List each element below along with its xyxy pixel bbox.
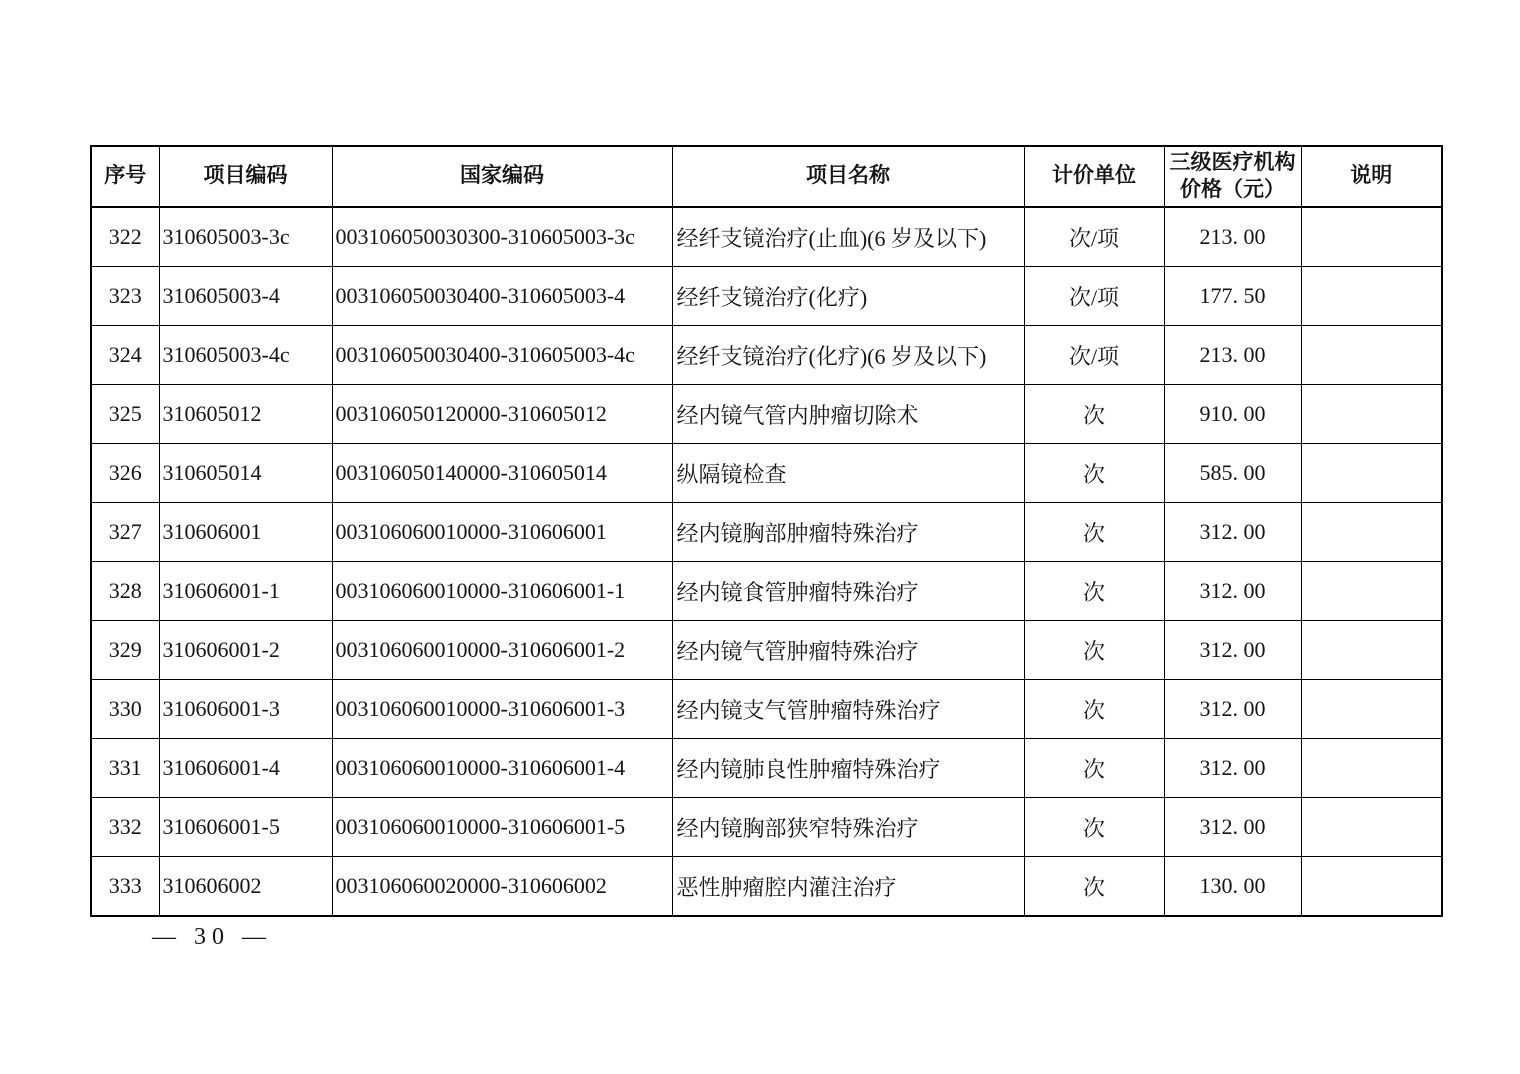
cell-national-code: 003106060010000-310606001-1 (332, 562, 672, 621)
cell-pricing-unit: 次 (1024, 798, 1164, 857)
cell-national-code: 003106050030400-310605003-4c (332, 326, 672, 385)
table-row (91, 857, 1442, 917)
cell-price: 312. 00 (1164, 680, 1301, 739)
cell-item-code: 310606002 (159, 857, 332, 917)
table-row (91, 207, 1442, 267)
cell-note (1301, 798, 1442, 857)
cell-seq: 329 (91, 621, 159, 680)
cell-item-name: 经内镜气管内肿瘤切除术 (672, 385, 1024, 444)
cell-seq: 325 (91, 385, 159, 444)
cell-item-code: 310606001-4 (159, 739, 332, 798)
cell-pricing-unit: 次 (1024, 680, 1164, 739)
cell-pricing-unit: 次 (1024, 562, 1164, 621)
cell-item-name: 经内镜胸部肿瘤特殊治疗 (672, 503, 1024, 562)
cell-price: 130. 00 (1164, 857, 1301, 917)
cell-item-name: 经内镜食管肿瘤特殊治疗 (672, 562, 1024, 621)
cell-item-name: 经内镜支气管肿瘤特殊治疗 (672, 680, 1024, 739)
cell-pricing-unit: 次 (1024, 739, 1164, 798)
cell-pricing-unit: 次/项 (1024, 326, 1164, 385)
cell-item-code: 310605012 (159, 385, 332, 444)
cell-note (1301, 444, 1442, 503)
table-row (91, 798, 1442, 857)
cell-item-name: 经内镜气管肿瘤特殊治疗 (672, 621, 1024, 680)
cell-item-code: 310606001-3 (159, 680, 332, 739)
cell-item-code: 310606001-5 (159, 798, 332, 857)
cell-item-code: 310606001-1 (159, 562, 332, 621)
cell-item-name: 纵隔镜检查 (672, 444, 1024, 503)
medical-price-table (90, 145, 1443, 917)
col-header-note: 说明 (1301, 146, 1442, 207)
cell-note (1301, 267, 1442, 326)
table-row (91, 503, 1442, 562)
col-header-pricing-unit: 计价单位 (1024, 146, 1164, 207)
cell-national-code: 003106050140000-310605014 (332, 444, 672, 503)
cell-pricing-unit: 次/项 (1024, 207, 1164, 267)
cell-note (1301, 562, 1442, 621)
table-header-row (91, 146, 1442, 207)
cell-seq: 333 (91, 857, 159, 917)
cell-pricing-unit: 次 (1024, 621, 1164, 680)
table-row (91, 680, 1442, 739)
cell-item-name: 经纤支镜治疗(化疗) (672, 267, 1024, 326)
cell-pricing-unit: 次 (1024, 385, 1164, 444)
cell-price: 312. 00 (1164, 739, 1301, 798)
cell-price: 177. 50 (1164, 267, 1301, 326)
cell-national-code: 003106060010000-310606001-2 (332, 621, 672, 680)
col-header-tier3-price (1164, 146, 1301, 207)
table-row (91, 739, 1442, 798)
cell-national-code: 003106060010000-310606001-4 (332, 739, 672, 798)
table-row (91, 562, 1442, 621)
cell-item-code: 310605003-4 (159, 267, 332, 326)
cell-pricing-unit: 次/项 (1024, 267, 1164, 326)
cell-note (1301, 680, 1442, 739)
cell-national-code: 003106060010000-310606001 (332, 503, 672, 562)
cell-price: 585. 00 (1164, 444, 1301, 503)
cell-note (1301, 739, 1442, 798)
cell-price: 312. 00 (1164, 503, 1301, 562)
col-header-tier3-price-line2: 价格（元） (1180, 177, 1285, 201)
cell-note (1301, 857, 1442, 917)
col-header-national-code: 国家编码 (332, 146, 672, 207)
table-row (91, 444, 1442, 503)
cell-seq: 330 (91, 680, 159, 739)
page-number: — 30 — (152, 924, 272, 950)
col-header-item-code: 项目编码 (159, 146, 332, 207)
cell-pricing-unit: 次 (1024, 857, 1164, 917)
cell-seq: 322 (91, 207, 159, 267)
cell-item-name: 恶性肿瘤腔内灌注治疗 (672, 857, 1024, 917)
col-header-item-name: 项目名称 (672, 146, 1024, 207)
cell-item-name: 经纤支镜治疗(化疗)(6 岁及以下) (672, 326, 1024, 385)
table-row (91, 621, 1442, 680)
cell-seq: 332 (91, 798, 159, 857)
cell-price: 910. 00 (1164, 385, 1301, 444)
cell-national-code: 003106050030400-310605003-4 (332, 267, 672, 326)
col-header-seq: 序号 (91, 146, 159, 207)
table-row (91, 385, 1442, 444)
table-row (91, 267, 1442, 326)
cell-seq: 323 (91, 267, 159, 326)
cell-seq: 326 (91, 444, 159, 503)
cell-item-code: 310605003-4c (159, 326, 332, 385)
cell-item-code: 310606001 (159, 503, 332, 562)
table-row (91, 326, 1442, 385)
cell-national-code: 003106060010000-310606001-5 (332, 798, 672, 857)
cell-seq: 331 (91, 739, 159, 798)
cell-item-code: 310605014 (159, 444, 332, 503)
cell-item-name: 经纤支镜治疗(止血)(6 岁及以下) (672, 207, 1024, 267)
cell-pricing-unit: 次 (1024, 444, 1164, 503)
cell-national-code: 003106060020000-310606002 (332, 857, 672, 917)
cell-item-code: 310606001-2 (159, 621, 332, 680)
cell-seq: 328 (91, 562, 159, 621)
cell-pricing-unit: 次 (1024, 503, 1164, 562)
cell-national-code: 003106060010000-310606001-3 (332, 680, 672, 739)
cell-price: 312. 00 (1164, 621, 1301, 680)
cell-item-code: 310605003-3c (159, 207, 332, 267)
col-header-tier3-price-line1: 三级医疗机构 (1169, 151, 1296, 175)
cell-national-code: 003106050120000-310605012 (332, 385, 672, 444)
cell-item-name: 经内镜胸部狭窄特殊治疗 (672, 798, 1024, 857)
cell-seq: 324 (91, 326, 159, 385)
cell-price: 312. 00 (1164, 562, 1301, 621)
cell-note (1301, 385, 1442, 444)
cell-note (1301, 207, 1442, 267)
cell-price: 213. 00 (1164, 207, 1301, 267)
cell-price: 312. 00 (1164, 798, 1301, 857)
cell-note (1301, 503, 1442, 562)
cell-seq: 327 (91, 503, 159, 562)
cell-note (1301, 621, 1442, 680)
cell-note (1301, 326, 1442, 385)
cell-price: 213. 00 (1164, 326, 1301, 385)
cell-national-code: 003106050030300-310605003-3c (332, 207, 672, 267)
cell-item-name: 经内镜肺良性肿瘤特殊治疗 (672, 739, 1024, 798)
